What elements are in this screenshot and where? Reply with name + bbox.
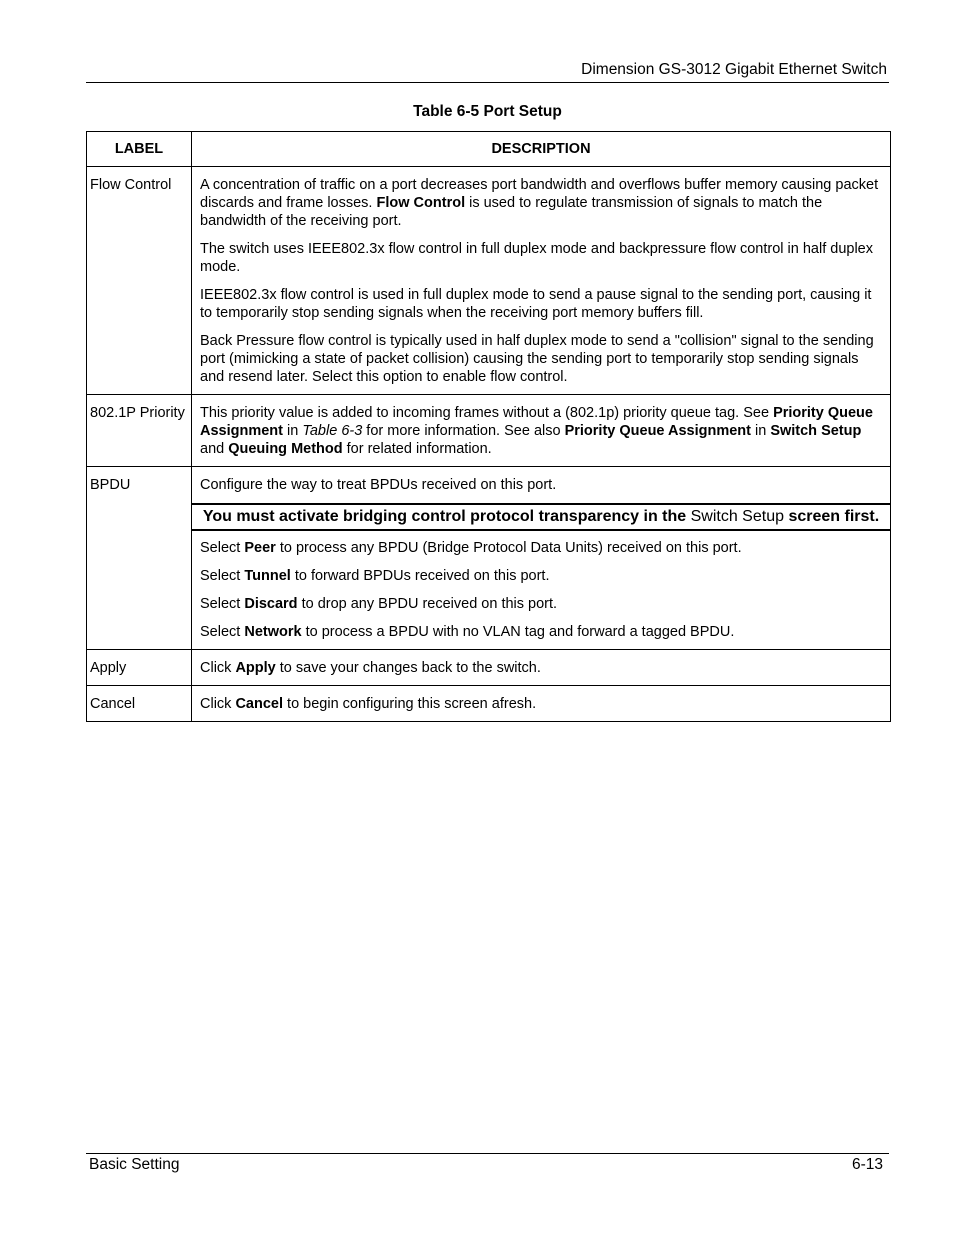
text: Select: [200, 540, 245, 556]
bold-term: Switch Setup: [770, 423, 862, 439]
header-rule: [86, 82, 889, 83]
text: Click: [200, 696, 236, 712]
paragraph: [192, 686, 890, 721]
text: to forward BPDUs received on this port.: [290, 568, 550, 584]
bold-term: Discard: [244, 596, 298, 612]
column-header-label: LABEL: [87, 132, 192, 167]
paragraph: [192, 650, 890, 685]
table-row: [87, 395, 891, 467]
bold-term: Queuing Method: [228, 441, 343, 457]
text: in: [750, 423, 771, 439]
text: Select: [200, 596, 245, 612]
text: and: [200, 441, 229, 457]
text: to drop any BPDU received on this port.: [297, 596, 558, 612]
bold-term: Network: [244, 624, 302, 640]
text: in: [283, 423, 303, 439]
text: to begin configuring this screen afresh.: [283, 696, 537, 712]
text: for related information.: [342, 441, 492, 457]
note-screen-name: Switch Setup: [690, 508, 784, 525]
table-row: [87, 686, 891, 722]
text: to save your changes back to the switch.: [275, 660, 541, 676]
row-label-flow-control: Flow Control: [87, 167, 192, 395]
text: for more information. See also: [362, 423, 565, 439]
column-header-description: DESCRIPTION: [192, 132, 891, 167]
table-caption: Table 6-5 Port Setup: [413, 103, 562, 120]
text: Click: [200, 660, 236, 676]
bold-term: Cancel: [235, 696, 284, 712]
table-row: [87, 467, 891, 650]
port-setup-table: [86, 131, 891, 722]
paragraph: [192, 567, 890, 585]
bold-term: Priority Queue Assignment: [200, 405, 873, 439]
table-row: [87, 650, 891, 686]
paragraph: IEEE802.3x flow control is used in full duplex mode to send a pause signal to the sending port, causing it to temporarily stop sending signals when the receiving port memory buffers fill.: [200, 287, 872, 321]
footer-section-name: Basic Setting: [89, 1156, 180, 1173]
row-description-bpdu: [192, 467, 891, 650]
row-label-cancel: Cancel: [87, 686, 192, 722]
bold-term: Peer: [244, 540, 276, 556]
paragraph: [192, 623, 890, 649]
table-reference: Table 6-3: [302, 423, 363, 439]
row-label-priority: 802.1P Priority: [87, 395, 192, 467]
paragraph: [192, 539, 890, 557]
table-header-row: [87, 132, 891, 167]
text: to process any BPDU (Bridge Protocol Data Units) received on this port.: [275, 540, 742, 556]
text: to process a BPDU with no VLAN tag and forward a tagged BPDU.: [301, 624, 735, 640]
note-box: [192, 503, 890, 531]
page-header: Dimension GS-3012 Gigabit Ethernet Switch: [581, 61, 887, 78]
paragraph: Back Pressure flow control is typically used in half duplex mode to send a "collision" signal to the sending port (mimicking a state of packet collision) causing the sending port to temporarily stop sending signals and resend later. Select this option to enable flow control.: [200, 333, 874, 385]
bold-term: Tunnel: [244, 568, 291, 584]
row-description-priority: [192, 395, 891, 467]
table-row: [87, 167, 891, 395]
bold-term: Priority Queue Assignment: [564, 423, 751, 439]
note-text: You must activate bridging control protocol transparency in the: [202, 508, 691, 525]
paragraph: The switch uses IEEE802.3x flow control in full duplex mode and backpressure flow control in half duplex mode.: [200, 241, 873, 275]
text: is used to regulate transmission of signals to match the bandwidth of the receiving port.: [200, 195, 823, 229]
text: Select: [200, 568, 245, 584]
paragraph: Configure the way to treat BPDUs received on this port.: [200, 477, 557, 493]
paragraph: [192, 167, 890, 230]
paragraph: [192, 595, 890, 613]
row-description-flow-control: [192, 167, 891, 395]
note-text: screen first.: [784, 508, 880, 525]
row-label-apply: Apply: [87, 650, 192, 686]
paragraph: [192, 395, 890, 466]
text: Select: [200, 624, 245, 640]
footer-rule: [86, 1153, 889, 1154]
row-description-apply: [192, 650, 891, 686]
bold-term: Apply: [235, 660, 276, 676]
bold-term: Flow Control: [376, 195, 466, 211]
row-label-bpdu: BPDU: [87, 467, 192, 650]
text: This priority value is added to incoming frames without a (802.1p) priority queue tag. See: [200, 405, 774, 421]
footer-page-number: 6-13: [851, 1156, 883, 1173]
row-description-cancel: [192, 686, 891, 722]
text: A concentration of traffic on a port decreases port bandwidth and overflows buffer memory causing packet discards and frame losses.: [200, 177, 879, 211]
